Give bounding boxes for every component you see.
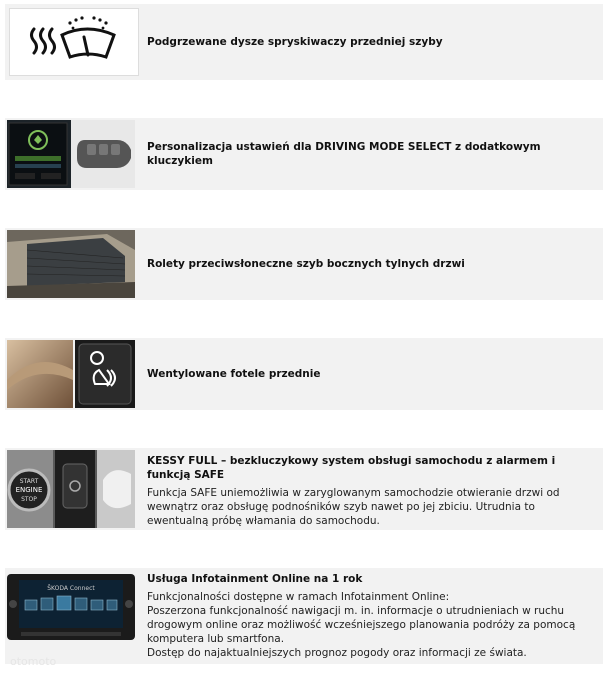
feature-description [147, 590, 595, 660]
feature-title: Personalizacja ustawień dla DRIVING MODE SELECT z dodatkowym kluczykiem [147, 141, 541, 167]
feature-title: Wentylowane fotele przednie [147, 368, 321, 380]
feature-title: Rolety przeciwsłoneczne szyb bocznych tylnych drzwi [147, 258, 465, 270]
feature-description: Funkcja SAFE uniemożliwia w zaryglowanym samochodzie otwieranie drzwi od wewnątrz oraz obsługę podnośników szyb nawet po jej zbiciu. Utrudnia to ewentualną próbę włamania do samochodu. [147, 487, 560, 527]
ventilated-seat-icon [7, 340, 135, 408]
engine-label: ENGINE [15, 486, 43, 494]
infotainment-screen-image [7, 574, 135, 640]
description-line: Dostęp do najaktualniejszych prognoz pogody oraz informacji ze świata. [147, 647, 527, 659]
heated-washer-jets-icon [9, 8, 139, 76]
feature-row [5, 4, 603, 80]
feature-title: KESSY FULL – bezkluczykowy system obsługi samochodu z alarmem i funkcją SAFE [147, 455, 556, 481]
feature-row [5, 568, 603, 664]
feature-row [5, 338, 603, 410]
start-engine-button-image [7, 450, 135, 528]
start-label: START [19, 478, 39, 485]
description-line: Poszerzona funkcjonalność nawigacji m. in. informacje o utrudnieniach w ruchu drogowym online oraz możliwość wcześniejszego planowania podróży za pomocą komputera lub smartfona. [147, 605, 576, 645]
car-key-display-image [7, 120, 135, 188]
feature-row [5, 118, 603, 190]
stop-label: STOP [21, 496, 37, 503]
feature-row [5, 228, 603, 300]
feature-title: Usługa Infotainment Online na 1 rok [147, 573, 363, 585]
watermark: otomoto [10, 655, 57, 668]
feature-title: Podgrzewane dysze spryskiwaczy przedniej szyby [147, 36, 443, 48]
screen-label: ŠKODA Connect [47, 585, 95, 592]
rear-door-sunblind-image [7, 230, 135, 298]
description-line: Funkcjonalności dostępne w ramach Infotainment Online: [147, 591, 450, 603]
feature-row [5, 448, 603, 530]
